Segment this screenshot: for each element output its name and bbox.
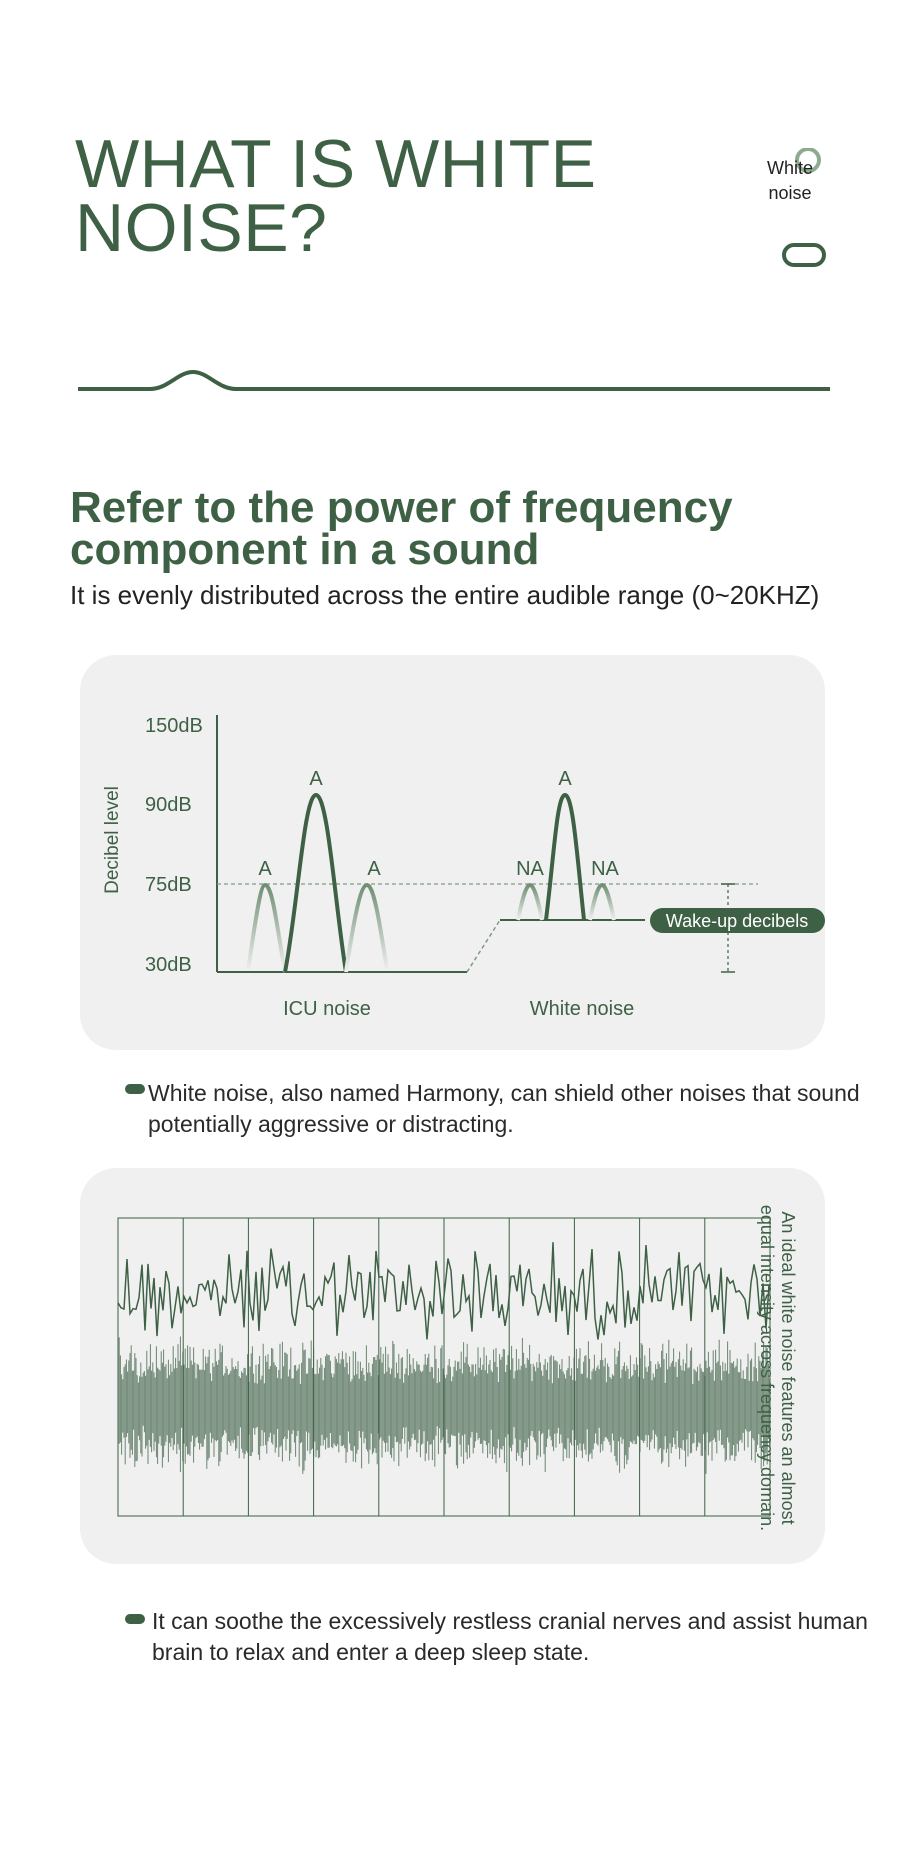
y-tick-30: 30dB: [145, 954, 192, 976]
white-label-right: NA: [591, 858, 619, 880]
title-line-1: WHAT IS WHITE: [75, 126, 597, 202]
bullet-text-2: It can soothe the excessively restless cranial nerves and assist human brain to relax and enter a deep sleep state.: [152, 1608, 868, 1665]
pill-icon: [784, 245, 824, 265]
section-subtitle: [70, 483, 870, 574]
title-line-2: NOISE?: [75, 190, 328, 266]
page-title: [75, 126, 597, 266]
decibel-chart: [80, 655, 825, 1050]
bullet-dot-1: [125, 1084, 145, 1094]
decibel-chart-panel: [80, 655, 825, 1050]
y-tick-90: 90dB: [145, 794, 192, 816]
waveform-caption-line-1: An ideal white noise features an almost: [778, 1211, 798, 1525]
ramp-line: [467, 920, 500, 972]
icu-label-left: A: [258, 858, 272, 880]
waveform-panel: [80, 1168, 825, 1564]
badge-line-2: noise: [768, 183, 812, 203]
y-tick-75: 75dB: [145, 874, 192, 896]
badge-text: [740, 156, 840, 206]
icu-peak-left: [248, 885, 285, 972]
subtitle-line-2: component in a sound: [70, 525, 540, 574]
group-label-white: White noise: [529, 998, 635, 1020]
waveform-graphic: [80, 1168, 825, 1564]
white-peak-left: [518, 885, 542, 920]
white-peak-right: [590, 885, 614, 920]
white-noise-badge: [740, 148, 850, 278]
badge-line-1: White: [766, 158, 813, 178]
bullet-dot-2: [125, 1614, 145, 1624]
white-peak-center: [546, 795, 584, 920]
icu-label-center: A: [309, 768, 323, 790]
group-label-icu: ICU noise: [283, 998, 371, 1020]
wake-up-label: Wake-up decibels: [665, 911, 809, 931]
white-label-center: A: [558, 768, 572, 790]
subtitle-line-1: Refer to the power of frequency: [70, 483, 733, 532]
icu-peak-right: [346, 885, 387, 972]
bullet-text-1: White noise, also named Harmony, can shield other noises that sound potentially aggressive or distracting.: [148, 1080, 860, 1137]
y-axis-label: Decibel level: [102, 786, 123, 894]
icu-label-right: A: [367, 858, 381, 880]
wave-divider: [78, 355, 830, 395]
waveform-caption-line-2: equal intensity across frequency domain.: [757, 1204, 777, 1532]
y-tick-150: 150dB: [145, 715, 203, 737]
section-description: It is evenly distributed across the entire audible range (0~20KHZ): [70, 580, 820, 610]
white-label-left: NA: [516, 858, 544, 880]
